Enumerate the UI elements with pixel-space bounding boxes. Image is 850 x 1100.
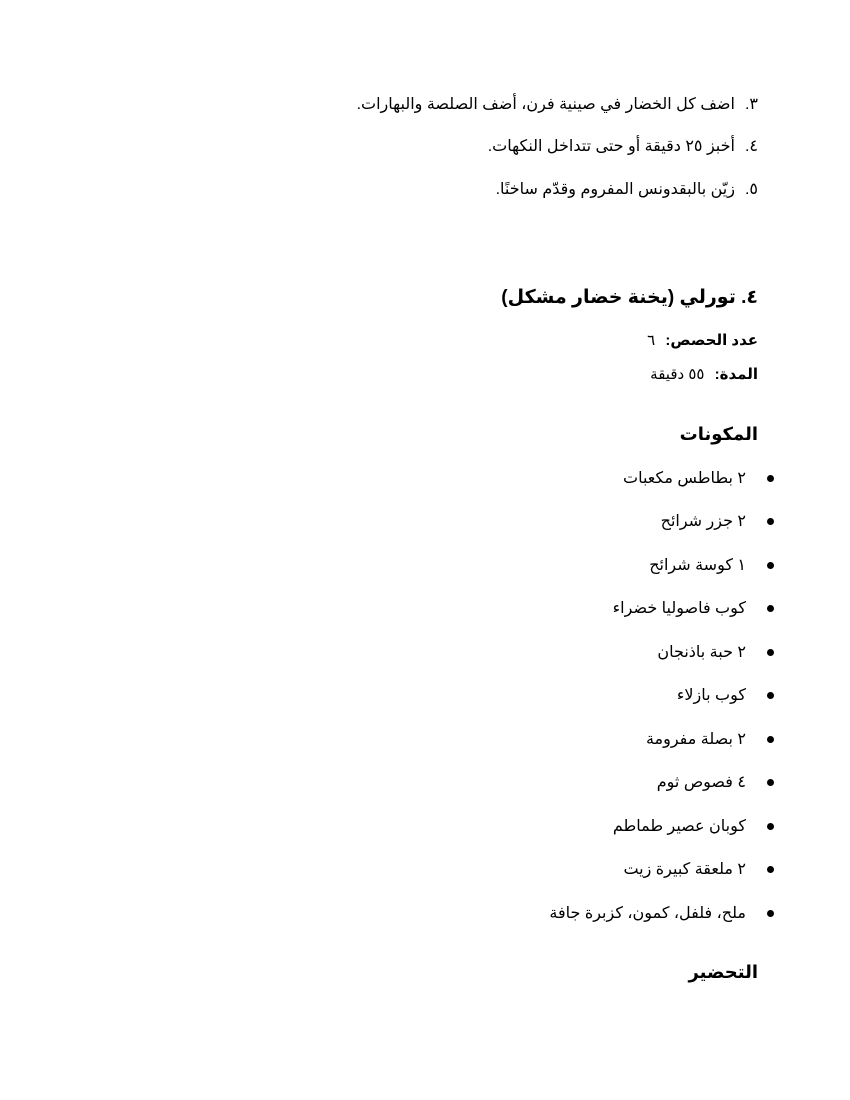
duration-value: ٥٥ دقيقة — [650, 366, 705, 383]
ingredient-item — [146, 730, 746, 750]
ingredient-text: ٢ حبة باذنجان — [657, 644, 746, 661]
ingredient-item — [146, 599, 746, 619]
ingredient-text: كوب فاصوليا خضراء — [612, 600, 746, 617]
ingredient-text: ملح، فلفل، كمون، كزبرة جافة — [549, 905, 746, 922]
ingredient-item — [146, 817, 746, 837]
step-number: ٤. — [744, 138, 758, 155]
servings-line — [158, 331, 758, 351]
step-text: اضف كل الخضار في صينية فرن، أضف الصلصة والبهارات. — [356, 96, 735, 113]
ingredient-text: ٢ ملعقة كبيرة زيت — [623, 861, 746, 878]
ingredient-text: ٢ بصلة مفرومة — [645, 731, 746, 748]
ingredient-text: كوبان عصير طماطم — [612, 818, 746, 835]
bullet-icon — [767, 866, 774, 873]
bullet-icon — [767, 910, 774, 917]
bullet-icon — [767, 736, 774, 743]
ingredient-text: ١ كوسة شرائح — [649, 557, 746, 574]
ingredient-item — [146, 469, 746, 489]
ingredient-item — [146, 860, 746, 880]
bullet-icon — [767, 518, 774, 525]
ingredient-text: ٢ بطاطس مكعبات — [623, 470, 746, 487]
ingredient-text: ٤ فصوص ثوم — [656, 774, 746, 791]
servings-value: ٦ — [647, 332, 656, 349]
step-text: زيّن بالبقدونس المفروم وقدّم ساخنًا. — [495, 181, 735, 198]
bullet-icon — [767, 692, 774, 699]
step-number: ٣. — [744, 96, 758, 113]
servings-label: عدد الحصص: — [665, 332, 758, 349]
ingredient-text: ٢ جزر شرائح — [660, 513, 746, 530]
bullet-icon — [767, 779, 774, 786]
ingredient-text: كوب بازلاء — [676, 687, 746, 704]
step-item — [158, 180, 758, 200]
duration-label: المدة: — [714, 366, 758, 383]
bullet-icon — [767, 475, 774, 482]
bullet-icon — [767, 649, 774, 656]
bullet-icon — [767, 605, 774, 612]
bullet-icon — [767, 562, 774, 569]
step-number: ٥. — [744, 181, 758, 198]
step-text: أخبز ٢٥ دقيقة أو حتى تتداخل النكهات. — [487, 138, 735, 155]
preparation-heading: التحضير — [688, 962, 758, 982]
ingredient-item — [146, 643, 746, 663]
ingredient-item — [146, 773, 746, 793]
step-item — [158, 137, 758, 157]
ingredient-item — [146, 512, 746, 532]
recipe-title: ٤. تورلي (يخنة خضار مشكل) — [501, 287, 758, 308]
bullet-icon — [767, 823, 774, 830]
ingredient-item — [146, 686, 746, 706]
step-item — [158, 95, 758, 115]
ingredient-item — [146, 904, 746, 924]
duration-line — [158, 365, 758, 385]
ingredient-item — [146, 556, 746, 576]
ingredients-heading: المكونات — [679, 424, 758, 444]
